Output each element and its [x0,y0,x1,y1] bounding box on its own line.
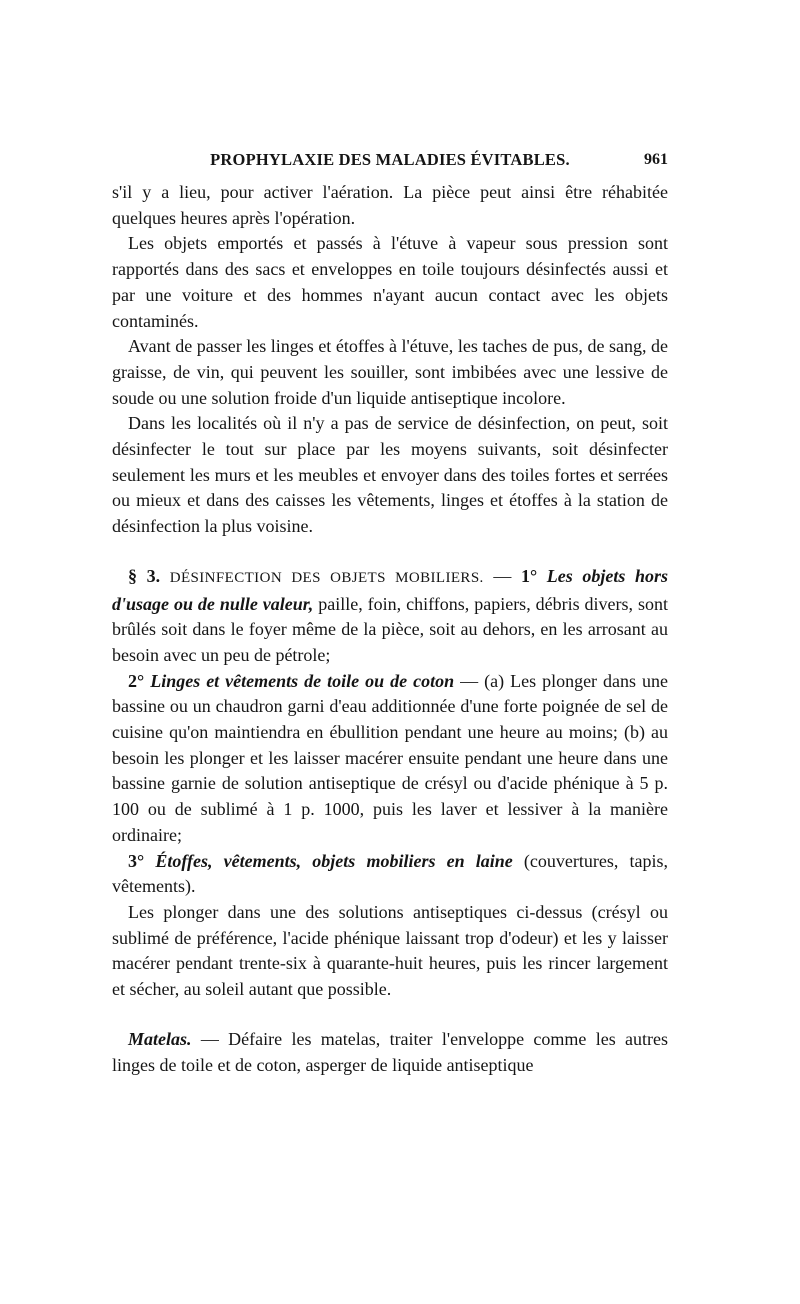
paragraph-matelas [112,1027,668,1078]
paragraph-aeration: s'il y a lieu, pour activer l'aération. La pièce peut ainsi être réhabitée quelques heures après l'opération. [112,182,668,228]
matelas-dash: — [200,1028,219,1049]
book-page [112,150,668,1078]
item-1-title: Les objets hors d'usage ou de nulle valeur, [112,565,669,614]
paragraph-localites: Dans les localités où il n'y a pas de service de désinfection, on peut, soit désinfecter le tout sur place par les moyens suivants, soit désinfecter seulement les murs et les meubles et envoyer dans des toiles fortes et serrées ou mieux et dans des caisses les vêtements, linges et étoffes à la station de désinfection la plus voisine. [112,413,668,537]
section-3-item-2 [112,669,668,849]
item-2-text-b: (b) au besoin les plonger et les laisser macérer ensuite pendant une heure dans une bassine garnie de solution antiseptique de crésyl ou d'acide phénique à 5 p. 100 ou de sublimé à 1 p. 1000, puis les laver et lessiver à la manière ordinaire; [112,722,669,845]
item-2-title: Linges et vêtements de toile ou de coton [150,670,455,691]
paragraph-avant-etuve: Avant de passer les linges et étoffes à l'étuve, les taches de pus, de sang, de graisse, de vin, qui peuvent les souiller, sont imbibées avec une lessive de soude ou une solution froide d'un liquide antiseptique incolore. [112,336,668,408]
running-header [112,150,668,178]
section-gap [112,540,668,564]
item-3-title: Étoffes, vêtements, objets mobiliers en laine [155,850,513,871]
item-1-number: 1° [520,565,538,586]
paragraph-objets-emportes: Les objets emportés et passés à l'étuve à vapeur sous pression sont rapportés dans des sacs et enveloppes en toile toujours désinfectés aussi et par une voiture et des hommes n'ayant aucun contact avec les objets contaminés. [112,233,668,331]
section-dash: — [493,565,512,586]
section-3-item-3 [112,849,668,900]
matelas-gap [112,1003,668,1027]
item-1-text: paille, foin, chiffons, papiers, débris divers, sont brûlés soit dans le foyer même de la pièce, soit au dehors, en les arrosant au besoin avec un peu de pétrole; [112,593,668,665]
section-mark: § 3. [128,565,161,586]
matelas-title: Matelas. [128,1028,192,1049]
item-2-text-a: (a) Les plonger dans une bassine ou un chaudron garni d'eau additionnée d'une forte poignée de sel de cuisine qu'on maintiendra en ébullition pendant une heure au moins; [112,670,669,743]
item-3-number: 3° [128,850,145,871]
paragraph-plonger-laine: Les plonger dans une des solutions antiseptiques ci-dessus (crésyl ou sublimé de préférence, l'acide phénique laissant trop d'odeur) et les y laisser macérer pendant trente-six à quarante-huit heures, puis les rincer largement et sécher, au soleil autant que possible. [112,901,668,1000]
section-heading: DÉSINFECTION DES OBJETS MOBILIERS. [169,569,484,586]
matelas-text: Défaire les matelas, traiter l'enveloppe comme les autres linges de toile et de coton, asperger de liquide antiseptique [112,1028,668,1075]
page-number: 961 [644,151,668,168]
item-2-dash: — [460,670,479,691]
running-title: PROPHYLAXIE DES MALADIES ÉVITABLES. [210,150,570,169]
section-3-item-1 [112,564,668,669]
item-3-text: (couvertures, tapis, vêtements). [112,850,669,897]
item-2-number: 2° [128,670,145,691]
